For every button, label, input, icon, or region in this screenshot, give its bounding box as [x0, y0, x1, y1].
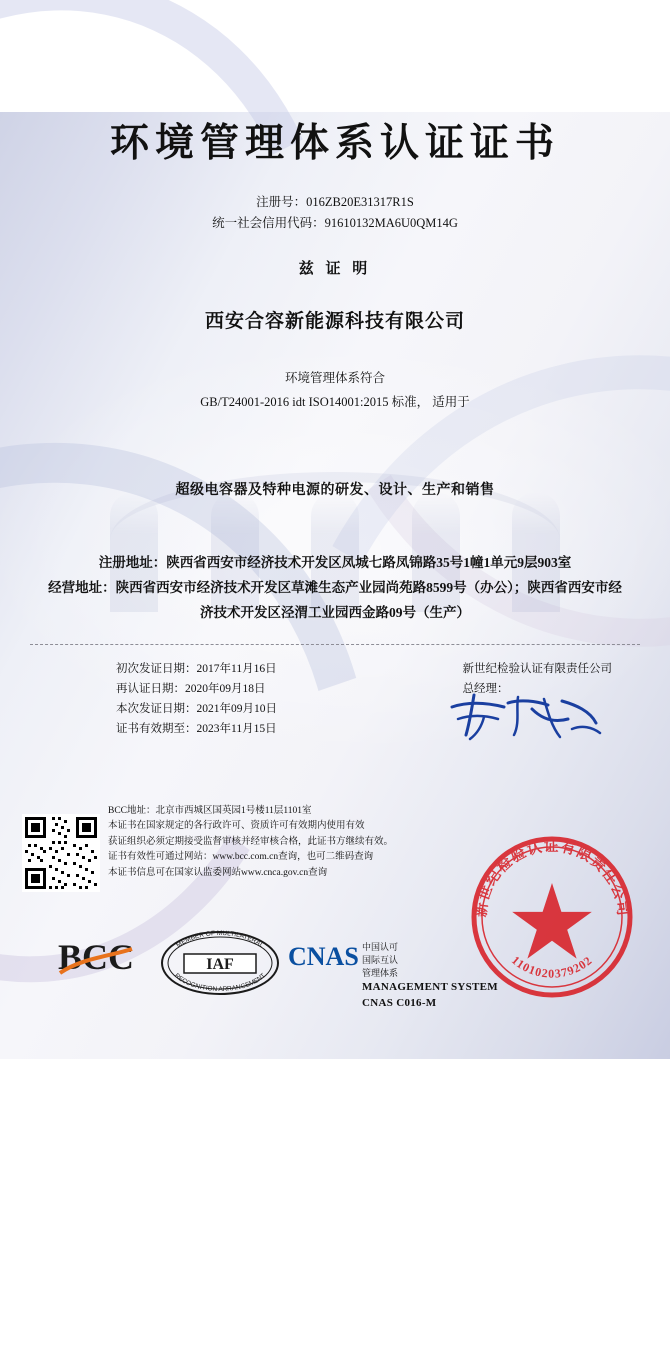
operating-address-label: 经营地址： [48, 579, 116, 595]
cnas-cn-line-3: 管理体系 [362, 968, 399, 979]
qr-code [22, 814, 100, 892]
fineprint-line: 本证书信息可在国家认监委网站www.cnca.gov.cn查询 [108, 867, 328, 878]
hereby-certify: 兹 证 明 [298, 261, 372, 278]
bcc-logo-text: BCC [58, 937, 135, 977]
standard-line: GB/T24001-2016 idt ISO14001:2015 标准， 适用于 [200, 395, 470, 409]
official-seal [468, 833, 636, 1001]
fineprint-line: 本证书在国家规定的各行政许可、资质许可有效期内使用有效 [108, 821, 365, 832]
conformity-line: 环境管理体系符合 [284, 371, 385, 386]
registration-number-value: 016ZB20E31317R1S [306, 195, 414, 209]
credit-code-line [0, 213, 670, 234]
issuer-name: 新世纪检验认证有限责任公司 [462, 662, 612, 675]
date-row [116, 719, 277, 739]
svg-text:CNAS: CNAS [288, 942, 359, 971]
registration-info [0, 192, 670, 233]
credit-code-value: 91610132MA6U0QM14G [324, 215, 458, 230]
svg-text:RECOGNITION ARRANGEMENT: RECOGNITION ARRANGEMENT [173, 972, 267, 994]
dates-list [116, 659, 277, 740]
standard-block [0, 367, 670, 415]
cnas-ms-line: MANAGEMENT SYSTEM [362, 981, 498, 994]
date-row [116, 679, 277, 699]
date-label: 证书有效期至： [116, 723, 197, 736]
iaf-logo [158, 929, 282, 997]
cnas-cn-line-1: 中国认可 [362, 942, 399, 952]
certification-scope: 超级电容器及特种电源的研发、设计、生产和销售 [175, 482, 495, 498]
credit-code-label: 统一社会信用代码： [212, 215, 325, 230]
registered-address-row [46, 551, 624, 576]
address-block [46, 551, 624, 626]
cnas-code: CNAS C016-M [362, 997, 437, 1010]
svg-text:新世纪检验认证有限责任公司: 新世纪检验认证有限责任公司 [472, 838, 632, 918]
page-title: 环境管理体系认证证书 [109, 120, 560, 166]
bcc-logo [58, 935, 150, 986]
fineprint-line: 获证组织必须定期接受监督审核并经审核合格，此证书方继续有效。 [108, 836, 394, 847]
fineprint-line: 证书有效性可通过网站：www.bcc.com.cn查询，也可二维码查询 [108, 852, 374, 863]
operating-address-row [46, 576, 624, 626]
signature [444, 689, 604, 741]
registration-number-line [0, 192, 670, 213]
date-value: 2021年09月10日 [196, 702, 277, 715]
operating-address-value: 陕西省西安市经济技术开发区草滩生态产业园尚苑路8599号（办公）；陕西省西安市经济技术开发区泾渭工业园西金路09号（生产） [115, 579, 622, 620]
certificate-page [0, 112, 670, 1059]
issuer-manager-label: 总经理： [462, 682, 509, 695]
company-name: 西安合容新能源科技有限公司 [204, 311, 465, 333]
cnas-cn-line-2: 国际互认 [362, 955, 399, 966]
date-label: 再认证日期： [116, 682, 185, 695]
divider [30, 644, 640, 645]
svg-text:IAF: IAF [206, 956, 234, 973]
date-label: 本次发证日期： [116, 702, 197, 715]
fineprint-line: BCC地址：北京市西城区国英园1号楼11层1101室 [108, 806, 312, 816]
date-value: 2023年11月15日 [196, 723, 277, 736]
cnas-logo [288, 935, 366, 982]
registered-address-label: 注册地址： [98, 554, 167, 570]
svg-text:MEMBER OF MULTILATERAL: MEMBER OF MULTILATERAL [175, 929, 265, 950]
date-value: 2017年11月16日 [196, 662, 277, 675]
date-row [116, 699, 277, 719]
svg-text:1101020379202: 1101020379202 [508, 953, 596, 981]
date-label: 初次发证日期： [116, 662, 197, 675]
registration-number-label: 注册号： [256, 195, 307, 209]
date-row [116, 659, 277, 679]
dates-and-issuer [0, 655, 670, 741]
date-value: 2020年09月18日 [185, 682, 266, 695]
registered-address-value: 陕西省西安市经济技术开发区凤城七路凤锦路35号1幢1单元9层903室 [166, 554, 572, 570]
